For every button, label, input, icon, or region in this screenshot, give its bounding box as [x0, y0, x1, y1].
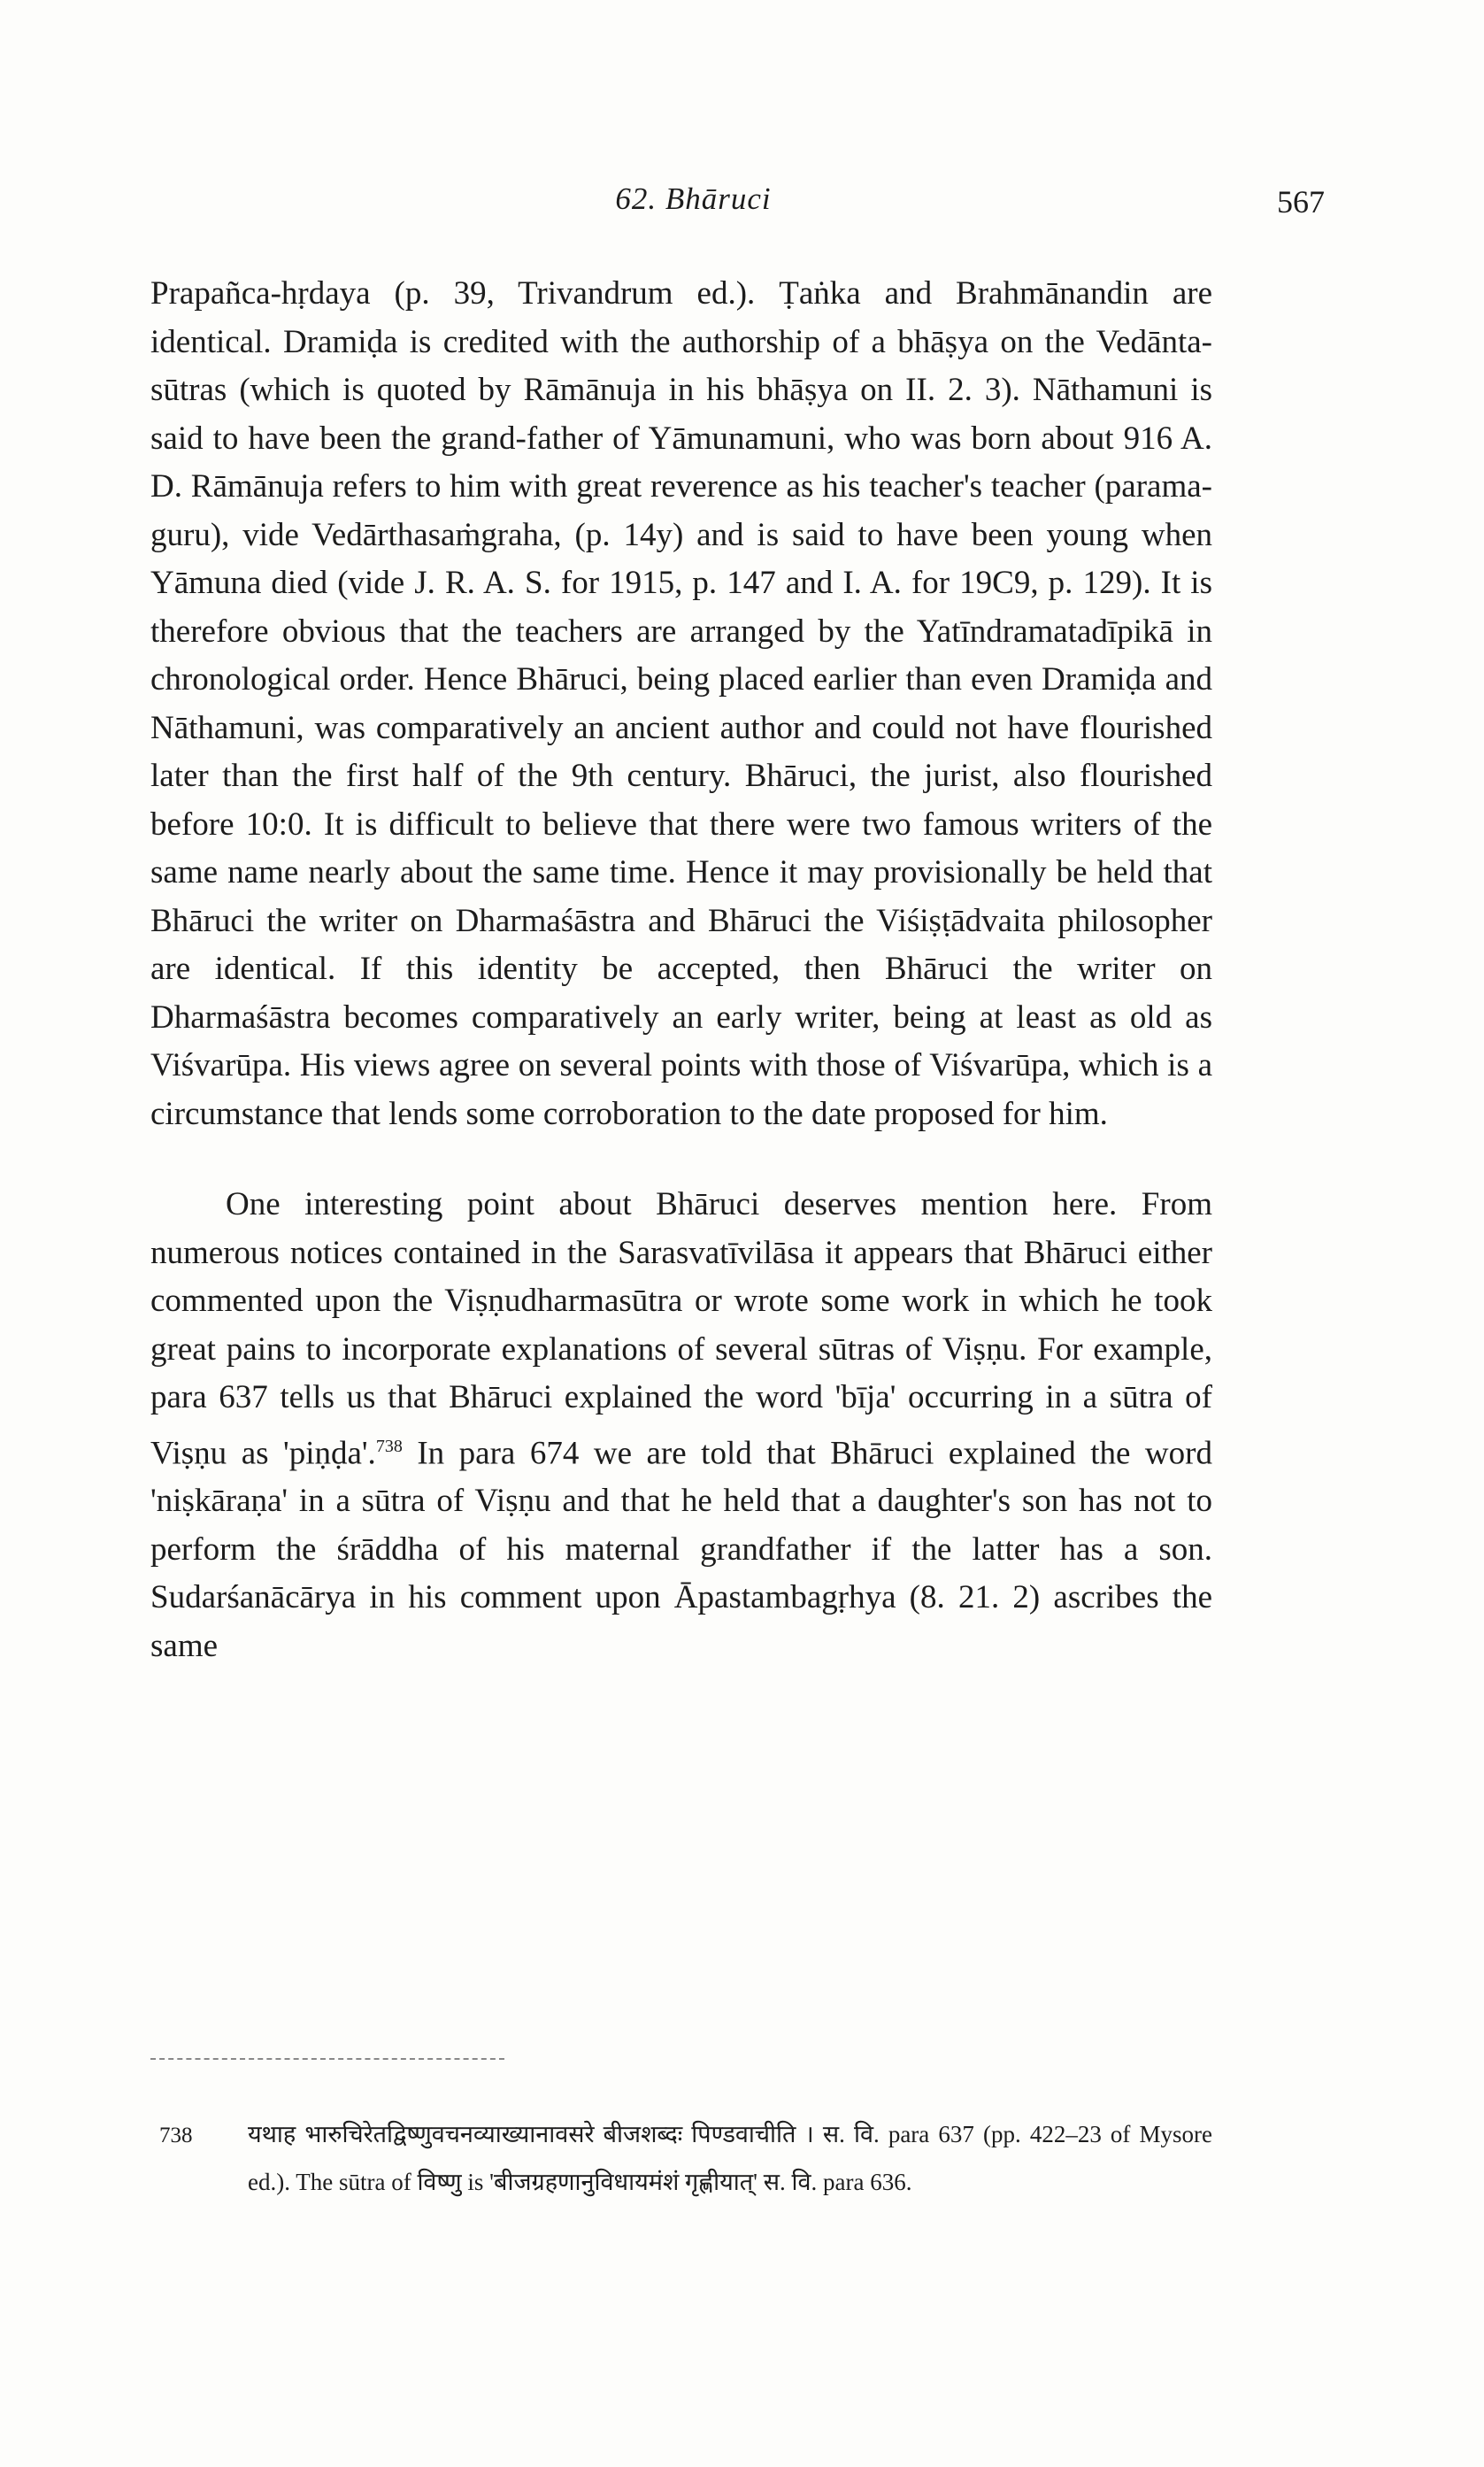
paragraph-text: In para 674 we are told that Bhāruci explained the word 'niṣkāraṇa' in a sūtra of Viṣṇu and that he held that a daughter's son has not to perform the śrāddha of his maternal grandfather if the latter has a son. Sudarśanācārya in his comment upon Āpastambagṛhya (8. 21. 2) ascribes the same: [150, 1434, 1212, 1664]
paragraph: [150, 1181, 1212, 1670]
body-text: [150, 270, 1212, 1670]
running-head: 62. Bhāruci: [615, 181, 772, 216]
page-number: 567: [1277, 184, 1325, 220]
paragraph: Prapañca-hṛdaya (p. 39, Trivandrum ed.). Ṭaṅka and Brahmānandin are identical. Dramiḍa is credited with the authorship of a bhāṣya on the Vedānta-sūtras (which is quoted by Rāmānuja in his bhāṣya on II. 2. 3). Nāthamuni is said to have been the grand-father of Yāmunamuni, who was born about 916 A. D. Rāmānuja refers to him with great reverence as his teacher's teacher (parama-guru), vide Vedārthasaṁgraha, (p. 14y) and is said to have been young when Yāmuna died (vide J. R. A. S. for 1915, p. 147 and I. A. for 19C9, p. 129). It is therefore obvious that the teachers are arranged by the Yatīndramatadīpikā in chronological order. Hence Bhāruci, being placed earlier than even Dramiḍa and Nāthamuni, was comparatively an ancient author and could not have flourished later than the first half of the 9th century. Bhāruci, the jurist, also flourished before 10:0. It is difficult to believe that there were two famous writers of the same name nearly about the same time. Hence it may provisionally be held that Bhāruci the writer on Dharmaśāstra and Bhāruci the Viśiṣṭādvaita philosopher are identical. If this identity be accepted, then Bhāruci the writer on Dharmaśāstra becomes comparatively an early writer, being at least as old as Viśvarūpa. His views agree on several points with those of Viśvarūpa, which is a circumstance that lends some corroboration to the date proposed for him.: [150, 275, 1212, 1132]
paragraph-text: One interesting point about Bhāruci deserves mention here. From numerous notices contained in the Sarasvatīvilāsa it appears that Bhāruci either commented upon the Viṣṇudharmasūtra or wrote some work in which he took great pains to incorporate explanations of several sūtras of Viṣṇu. For example, para 637 tells us that Bhāruci explained the word 'bīja' occurring in a sūtra of Viṣṇu as 'piṇḍa'.: [150, 1186, 1212, 1471]
page-header: [150, 181, 1325, 235]
footnote: [150, 2111, 1212, 2205]
footnote-reference[interactable]: 738: [375, 1436, 403, 1456]
footnote-separator: [150, 2058, 504, 2060]
footnote-block: [150, 2111, 1212, 2205]
footnote-text: यथाह भारुचिरेतद्विष्णुवचनव्याख्यानावसरे बीजशब्दः पिण्डवाचीति । स. वि. para 637 (pp. 422–23 of Mysore ed.). The sūtra of विष्णु is 'बीजग्रहणानुविधायमंशं गृह्णीयात्' स. वि. para 636.: [248, 2121, 1212, 2195]
footnote-number: 738: [159, 2124, 193, 2147]
